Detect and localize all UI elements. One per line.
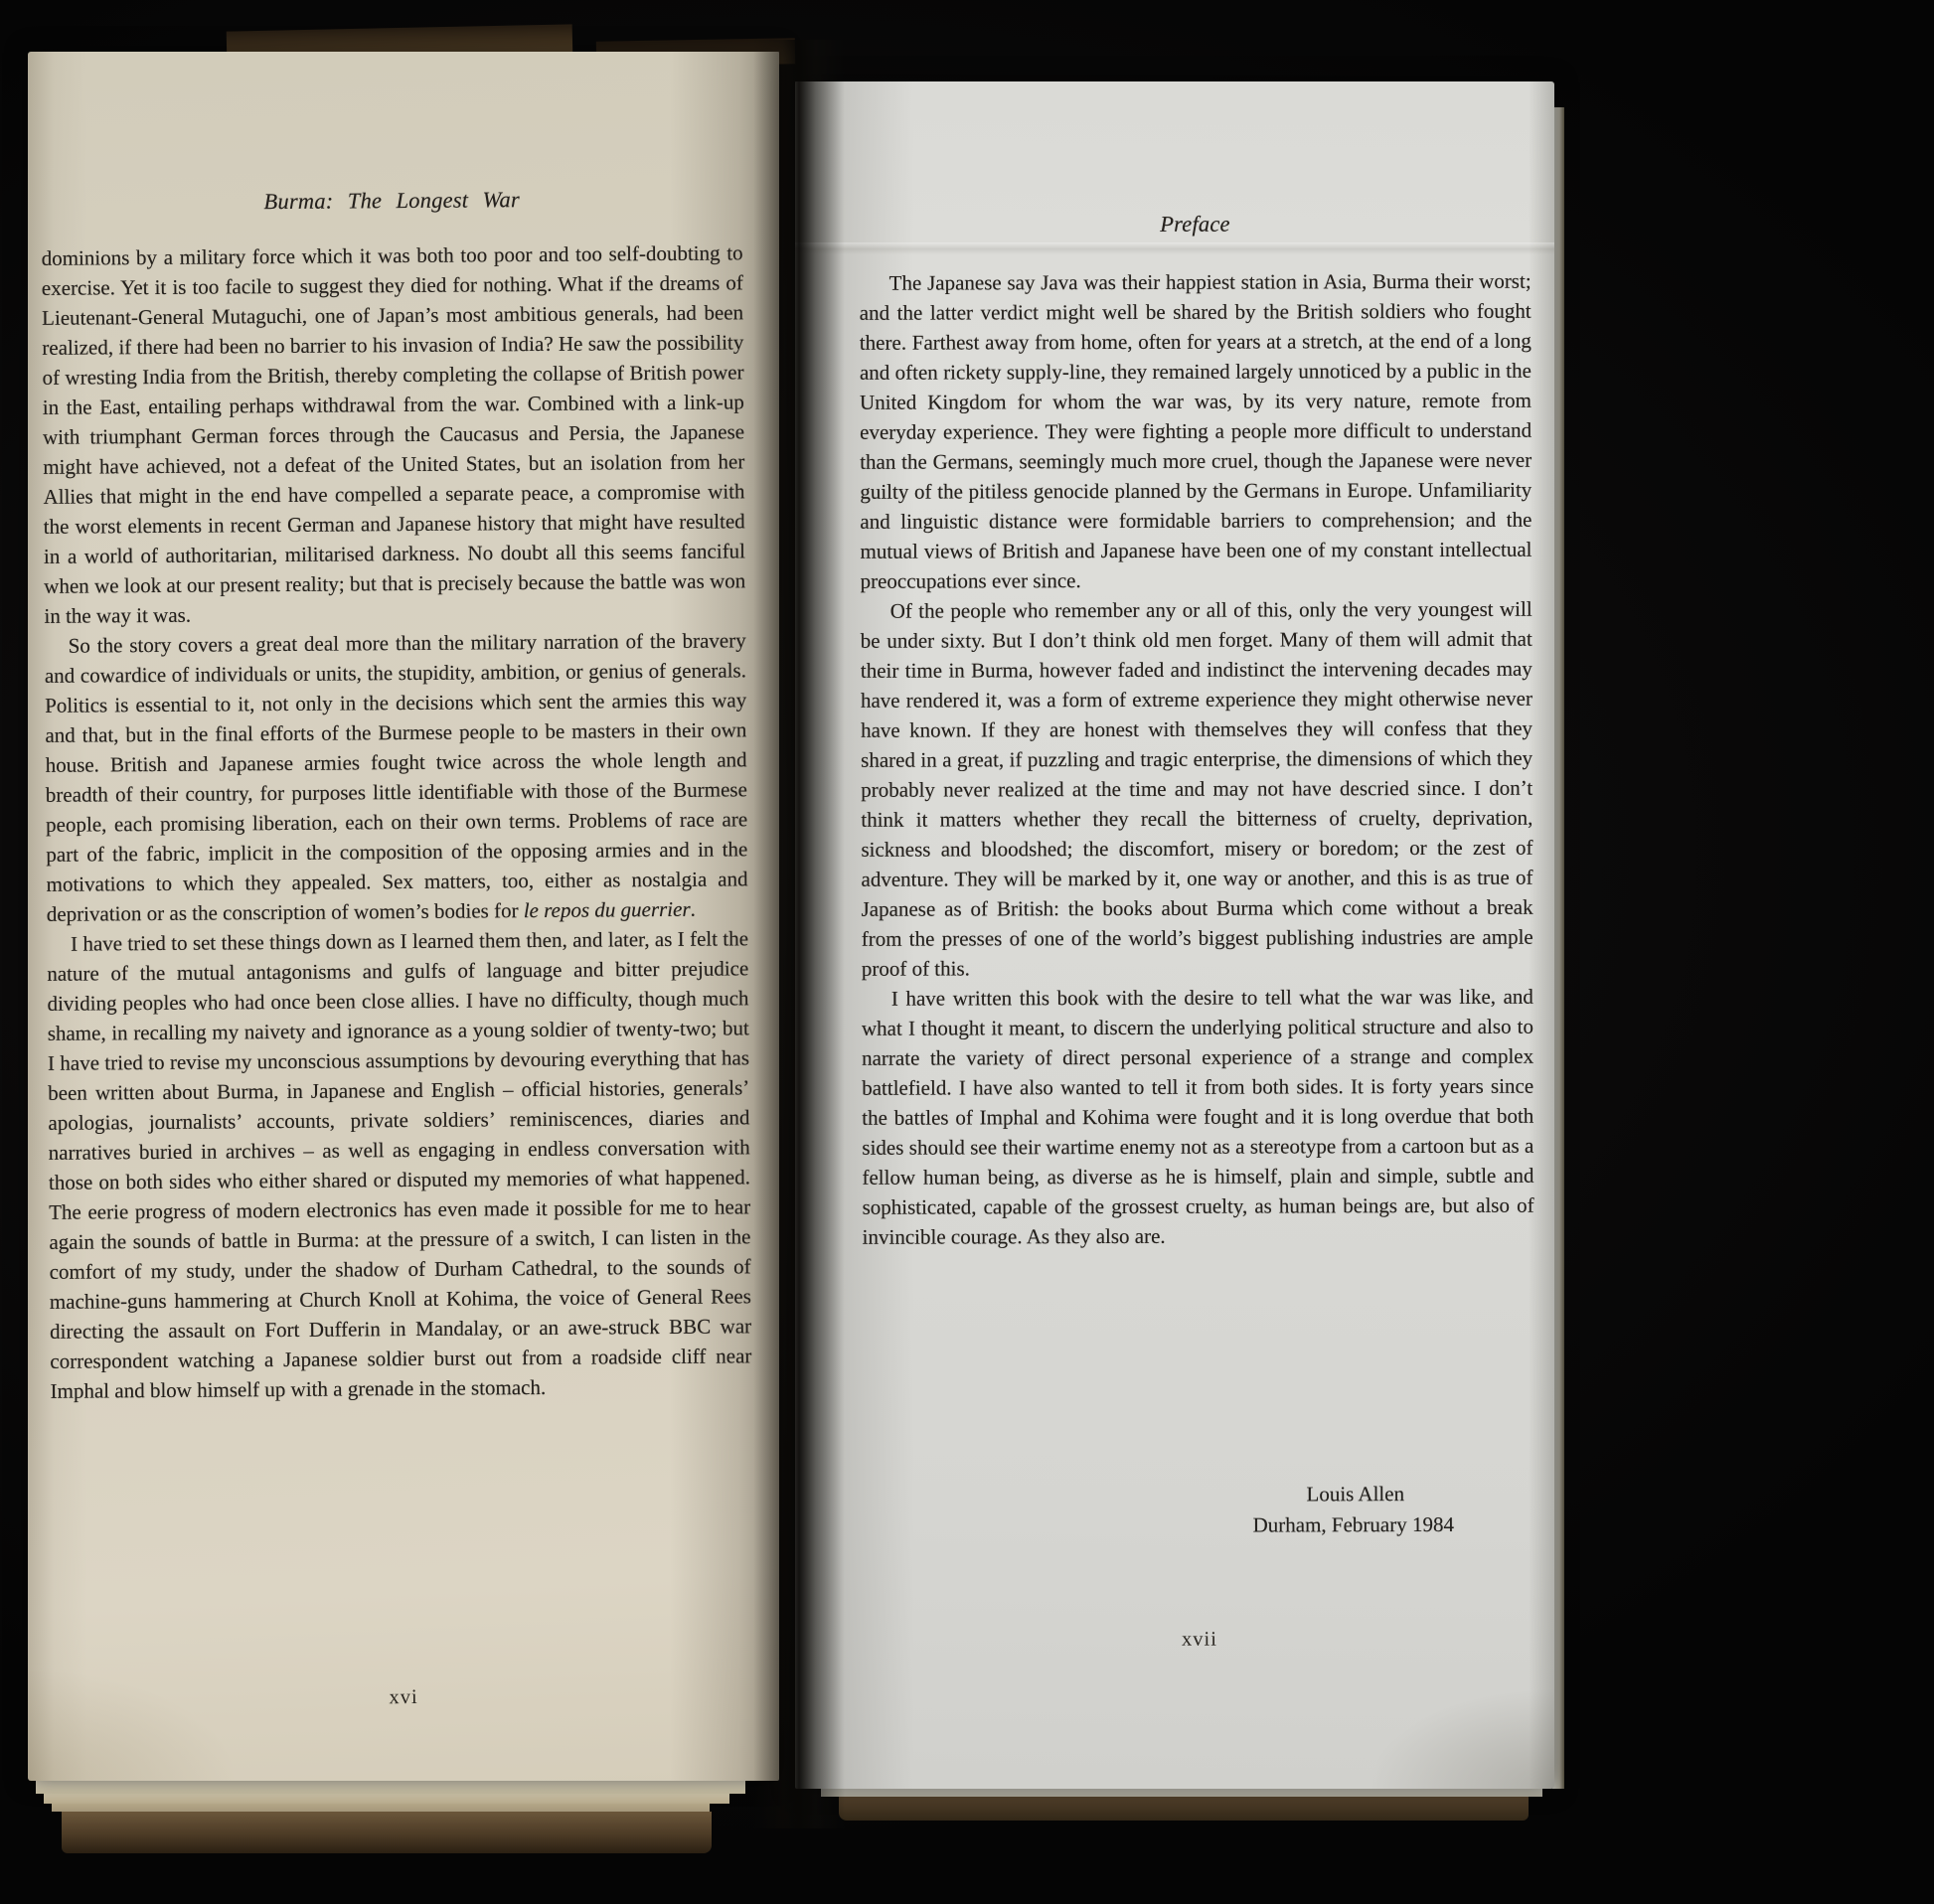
paragraph: The Japanese say Java was their happiest station in Asia, Burma their worst; and the latter verdict might well be shared by the British soldiers who fought there. Farthest away from home, often for years at a stretch, at the end of a long and often rickety supply-line, they remained largely unnoticed by a public in the United Kingdom for whom the war was, by its very nature, remote from everyday experience. They were fighting a people more difficult to understand than the Germans, seemingly much more cruel, though the Japanese were never guilty of the pitiless genocide planned by the Germans in Europe. Unfamiliarity and linguistic distance were formidable barriers to comprehension; and the mutual views of British and Japanese have been one of my constant intellectual preoccupations ever since.	[859, 268, 1532, 593]
paragraph: I have written this book with the desire to tell what the war was like, and what I thought it meant, to discern the underlying political structure and also to narrate the variety of direct personal experience of a strange and complex battlefield. I have also wanted to tell it from both sides. It is forty years since the battles of Imphal and Kohima were fought and it is long overdue that both sides should see their wartime enemy not as a stereotype from a cartoon but as a fellow human being, as diverse as he is himself, plain and simple, subtle and sophisticated, capable of the grossest cruelty, as human beings are, but also of invincible courage. As they also are.	[861, 984, 1534, 1249]
signature-name: Louis Allen	[1306, 1482, 1405, 1507]
page-number: xvii	[1181, 1628, 1217, 1651]
paragraph: I have tried to set these things down as I learned them then, and later, as I felt the nature of the mutual antagonisms and gulfs of language and bitter prejudice dividing peoples who had once been close allies. I have no difficulty, though much shame, in recalling my naivety and ignorance as a young soldier of twenty-two; but I have tried to revise my unconscious assumptions by devouring everything that has been written about Burma, in Japanese and English – official histories, generals’ apologias, journalists’ accounts, private soldiers’ reminiscences, diaries and narratives buried in archives – as well as engaging in endless conversation with those on both sides who either shared or disputed my memories of what happened. The eerie progress of modern electronics has even made it possible for me to hear again the sounds of battle in Burma: at the pressure of a switch, I can listen in the comfort of my study, under the shadow of Durham Cathedral, to the sounds of machine-guns hammering at Church Knoll at Kohima, the voice of General Rees directing the assault on Fort Dufferin in Mandalay, or an awe-struck BBC war correspondent watching a Japanese soldier burst out from a roadside cliff near Imphal and blow himself up with a grenade in the stomach.	[47, 926, 752, 1403]
paragraph: So the story covers a great deal more than the military narration of the bravery and cowardice of individuals or units, the stupidity, ambition, or genius of generals. Politics is essential to it, not only in the decisions which sent the armies this way and that, but in the final efforts of the Burmese people to be masters in their own house. British and Japanese armies fought twice across the whole length and breadth of their country, for purposes little identifiable with those of the Burmese people, each promising liberation, each on their own terms. Problems of race are part of the fabric, implicit in the composition of the opposing armies and in the motivations to which they appealed. Sex matters, too, either as nostalgia and deprivation or as the conscription of women’s bodies for le repos du guerrier.	[44, 628, 748, 926]
paragraph: Of the people who remember any or all of this, only the very youngest will be under sixty. But I don’t think old men forget. Many of them will admit that their time in Burma, however faded and indistinct the intervening decades may have rendered it, was a form of extreme experience they might otherwise never have known. If they are honest with themselves they will confess that they shared in a great, if puzzling and tragic enterprise, the dimensions of which they probably never realized at the time and may not have descried since. I don’t think it matters whether they recall the bitterness of cruelty, deprivation, sickness and bloodshed; the discomfort, misery or boredom; or the zest of adventure. They will be marked by it, one way or another, and this is as true of Japanese as of British: the books about Burma which come without a break from the presses of one of the world’s biggest publishing industries are ample proof of this.	[860, 596, 1533, 981]
signature-block	[1252, 1479, 1454, 1541]
page-edge-stack	[52, 1804, 710, 1812]
page-crease	[795, 242, 1554, 254]
right-page	[795, 81, 1554, 1789]
signature-place-date: Durham, February 1984	[1252, 1511, 1454, 1537]
left-page	[28, 52, 779, 1781]
page-edge-stack	[36, 1781, 745, 1794]
preface-heading: Preface	[1160, 211, 1230, 237]
paragraph: dominions by a military force which it was both too poor and too self-doubting to exercise. Yet it is too facile to suggest they died for nothing. What if the dreams of Lieutenant-General Mutaguchi, one of Japan’s most ambitious generals, had been realized, if there had been no barrier to his invasion of India? He saw the possibility of wresting India from the British, thereby completing the collapse of British power in the East, entailing perhaps withdrawal from the war. Combined with a link-up with triumphant German forces through the Caucasus and Persia, the Japanese might have achieved, not a defeat of the United States, but an isolation from her Allies that might in the end have compelled a separate peace, a compromise with the worst elements in recent German and Japanese history that might have resulted in a world of authoritarian, militarised darkness. No doubt all this seems fanciful when we look at our present reality; but that is precisely because the battle was won in the way it was.	[41, 240, 746, 628]
right-page-body	[860, 266, 1534, 1252]
running-head: Burma: The Longest War	[263, 187, 520, 215]
left-page-body	[42, 238, 752, 1406]
cover-edge-bottom-right	[839, 1797, 1529, 1821]
page-number: xvi	[389, 1685, 418, 1709]
cover-edge-bottom-left	[62, 1812, 712, 1853]
page-edge-stack	[44, 1794, 729, 1804]
